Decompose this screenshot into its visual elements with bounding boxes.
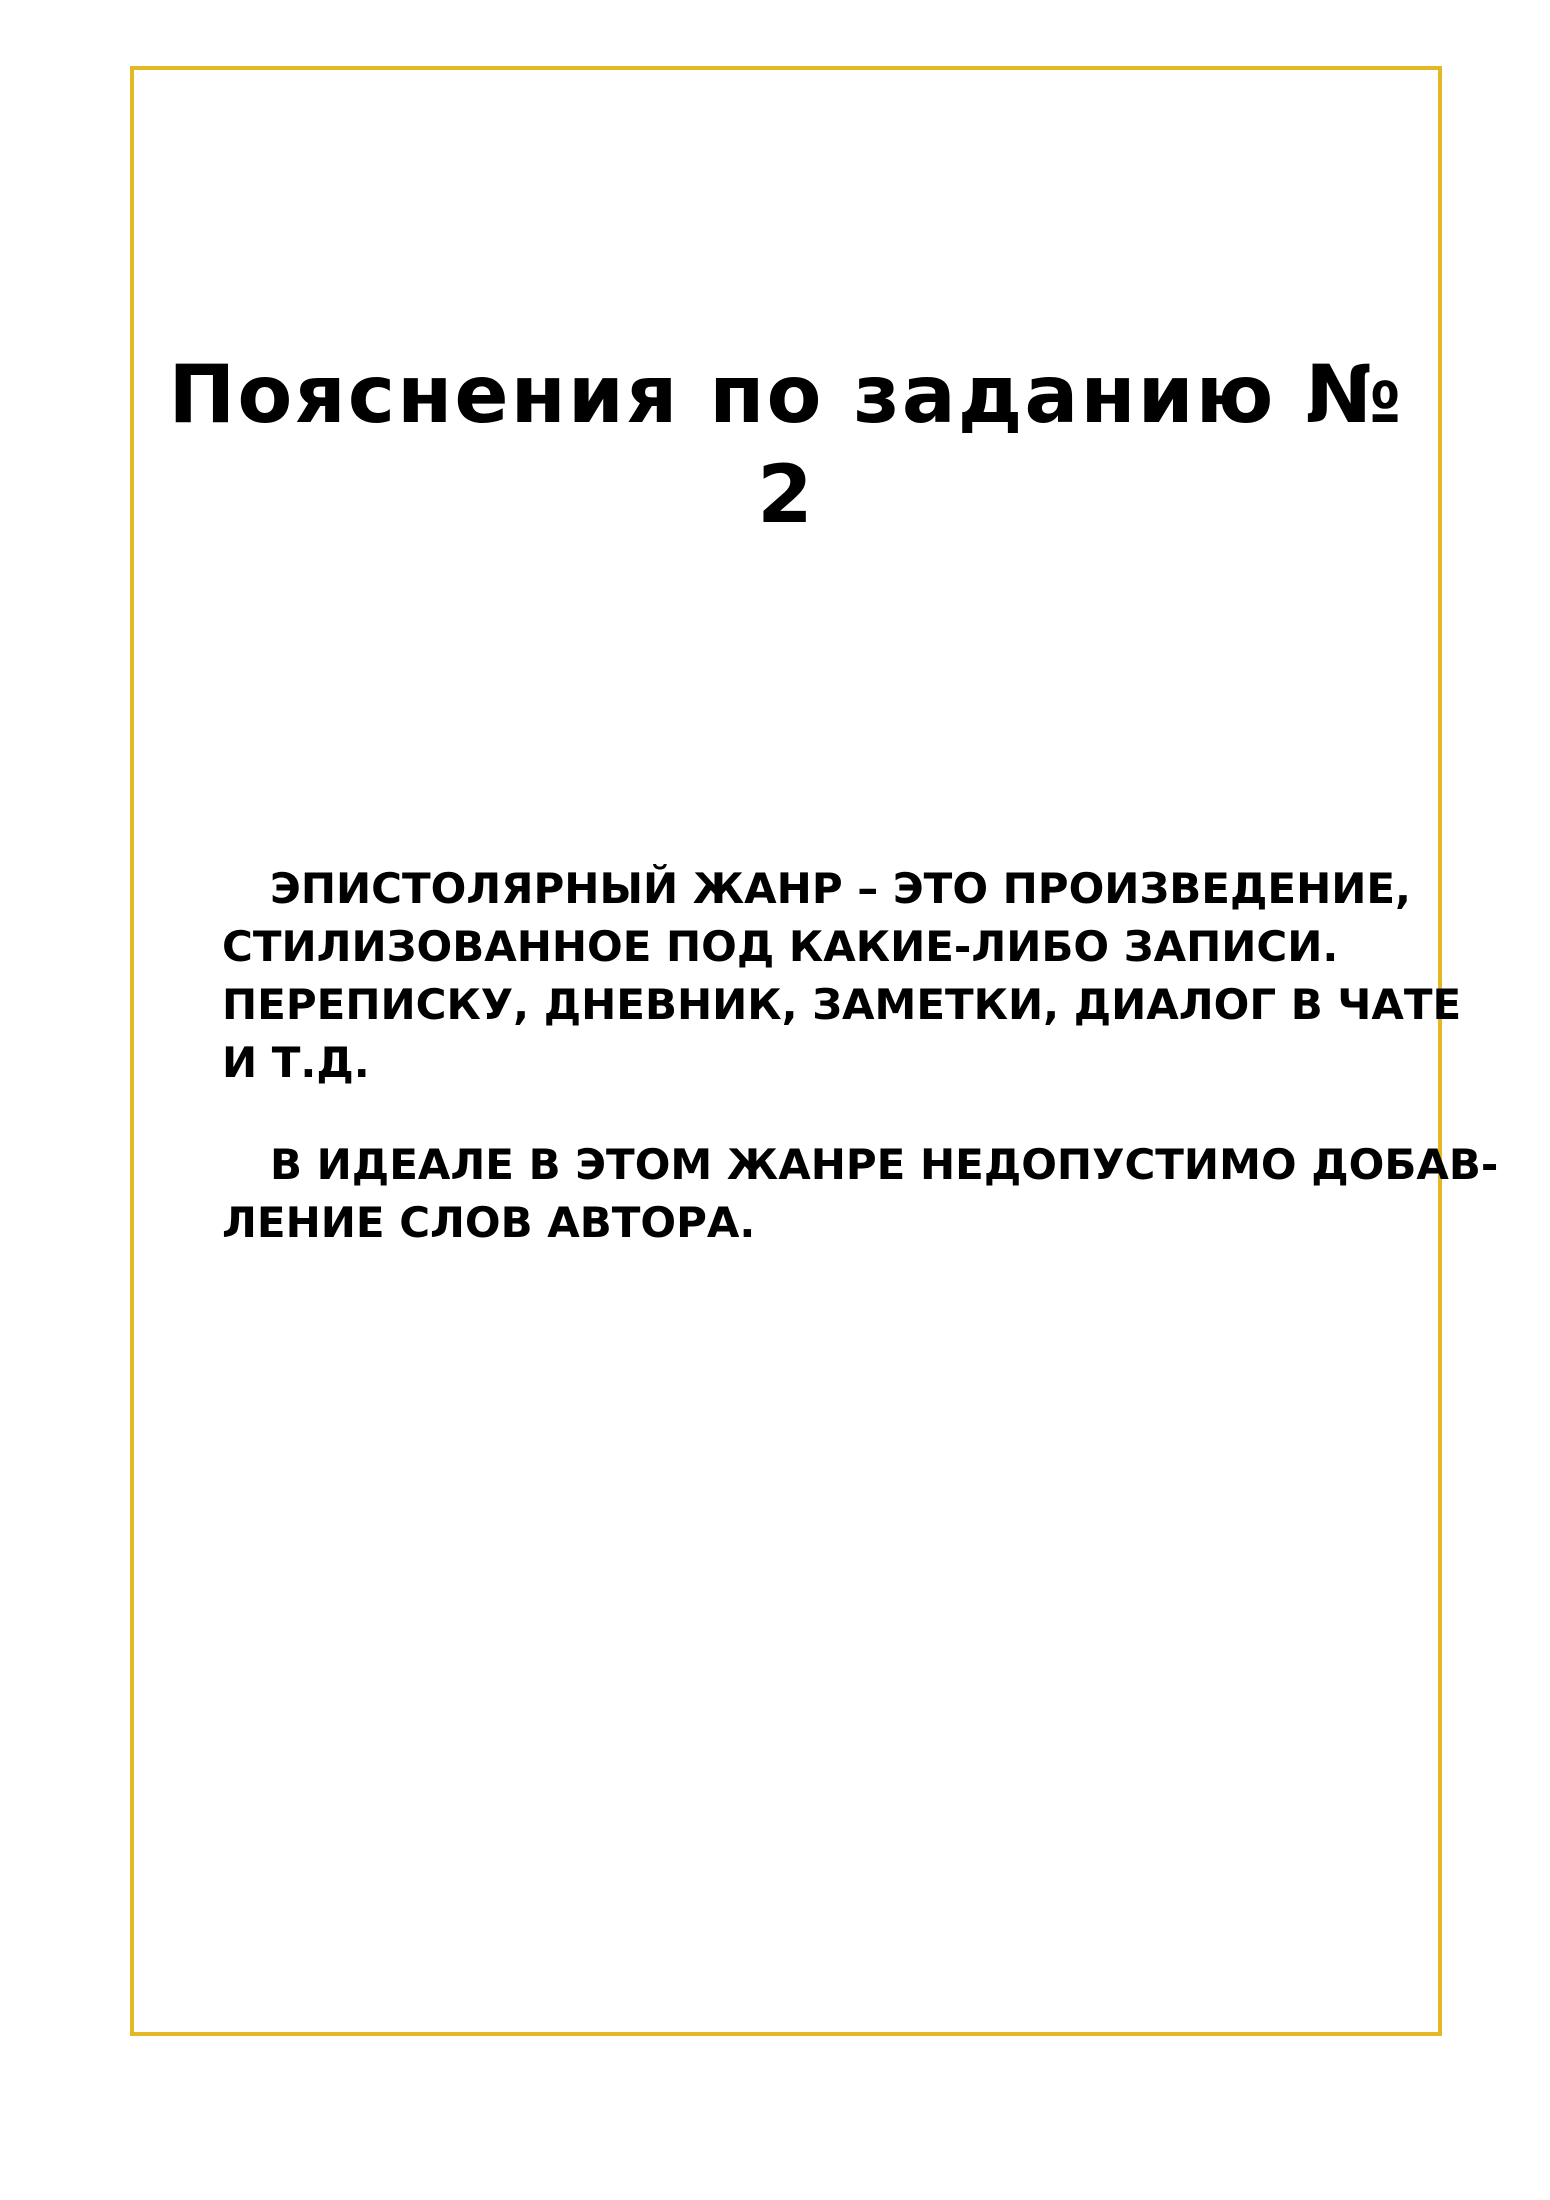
text-line: И Т.Д.	[222, 1038, 370, 1087]
paragraph-author-words	[222, 1136, 1499, 1252]
page-title: Пояснения по заданию № 2	[168, 348, 1404, 541]
explanation-text	[222, 860, 1499, 1296]
text-line: ЭПИСТОЛЯРНЫЙ ЖАНР – ЭТО ПРОИЗВЕДЕНИЕ,	[270, 864, 1412, 913]
text-line: В ИДЕАЛЕ В ЭТОМ ЖАНРЕ НЕДОПУСТИМО ДОБАВ-	[270, 1140, 1499, 1189]
text-line: СТИЛИЗОВАННОЕ ПОД КАКИЕ-ЛИБО ЗАПИСИ.	[222, 922, 1339, 971]
text-line: ПЕРЕПИСКУ, ДНЕВНИК, ЗАМЕТКИ, ДИАЛОГ В ЧАТЕ	[222, 980, 1462, 1029]
text-line: ЛЕНИЕ СЛОВ АВТОРА.	[222, 1198, 756, 1247]
paragraph-genre-definition	[222, 860, 1462, 1092]
